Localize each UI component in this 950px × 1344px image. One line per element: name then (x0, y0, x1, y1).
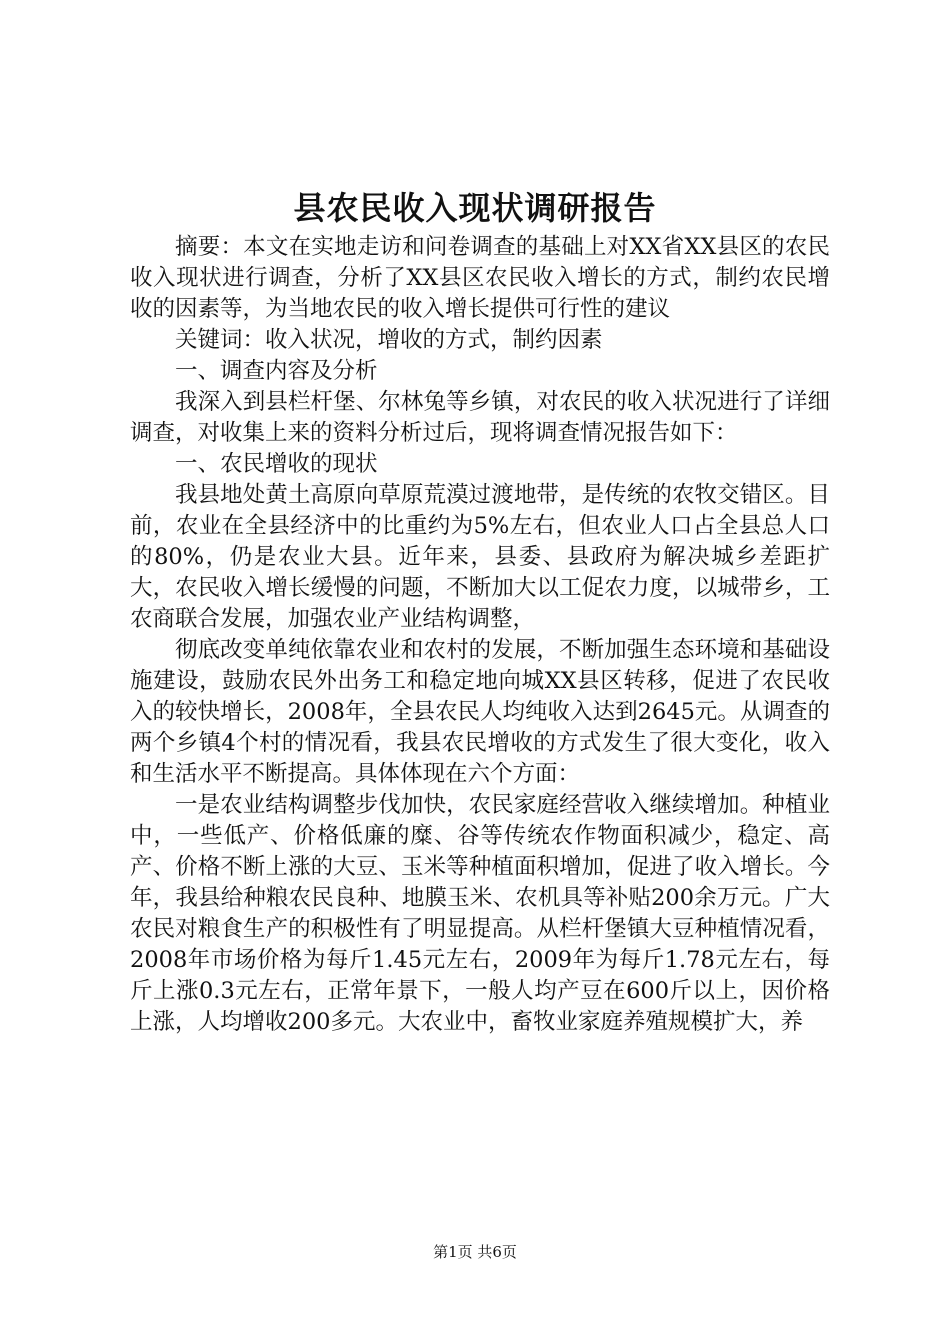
subsection-heading: 一、农民增收的现状 (175, 451, 378, 477)
keywords-paragraph: 关键词：收入状况，增收的方式，制约因素 (175, 327, 603, 353)
body-paragraph: 我县地处黄土高原向草原荒漠过渡地带，是传统的农牧交错区。目前，农业在全县经济中的比重约为5%左右，但农业人口占全县总人口的80%，仍是农业大县。近年来，县委、县政府为解决城乡差距扩大，农民收入增长缓慢的问题，不断加大以工促农力度，以城带乡，工农商联合发展，加强农业产业结构调整， (130, 482, 830, 632)
document-body (130, 232, 830, 1038)
abstract-paragraph: 摘要：本文在实地走访和问卷调查的基础上对XX省XX县区的农民收入现状进行调查，分析了XX县区农民收入增长的方式，制约农民增收的因素等，为当地农民的收入增长提供可行性的建议 (130, 234, 830, 322)
document-title: 县农民收入现状调研报告 (293, 189, 657, 227)
body-paragraph: 我深入到县栏杆堡、尔林兔等乡镇，对农民的收入状况进行了详细调查，对收集上来的资料分析过后，现将调查情况报告如下： (130, 389, 830, 446)
body-paragraph: 一是农业结构调整步伐加快，农民家庭经营收入继续增加。种植业中，一些低产、价格低廉的糜、谷等传统农作物面积减少，稳定、高产、价格不断上涨的大豆、玉米等种植面积增加，促进了收入增长。今年，我县给种粮农民良种、地膜玉米、农机具等补贴200余万元。广大农民对粮食生产的积极性有了明显提高。从栏杆堡镇大豆种植情况看，2008年市场价格为每斤1.45元左右，2009年为每斤1.78元左右，每斤上涨0.3元左右，正常年景下，一般人均产豆在600斤以上，因价格上涨，人均增收200多元。大农业中，畜牧业家庭养殖规模扩大，养 (130, 792, 830, 1035)
section-heading: 一、调查内容及分析 (175, 358, 378, 384)
body-paragraph: 彻底改变单纯依靠农业和农村的发展，不断加强生态环境和基础设施建设，鼓励农民外出务工和稳定地向城XX县区转移，促进了农民收入的较快增长，2008年，全县农民人均纯收入达到2645元。从调查的两个乡镇4个村的情况看，我县农民增收的方式发生了很大变化，收入和生活水平不断提高。具体体现在六个方面： (130, 637, 830, 787)
page-footer: 第1页 共6页 (433, 1243, 517, 1261)
